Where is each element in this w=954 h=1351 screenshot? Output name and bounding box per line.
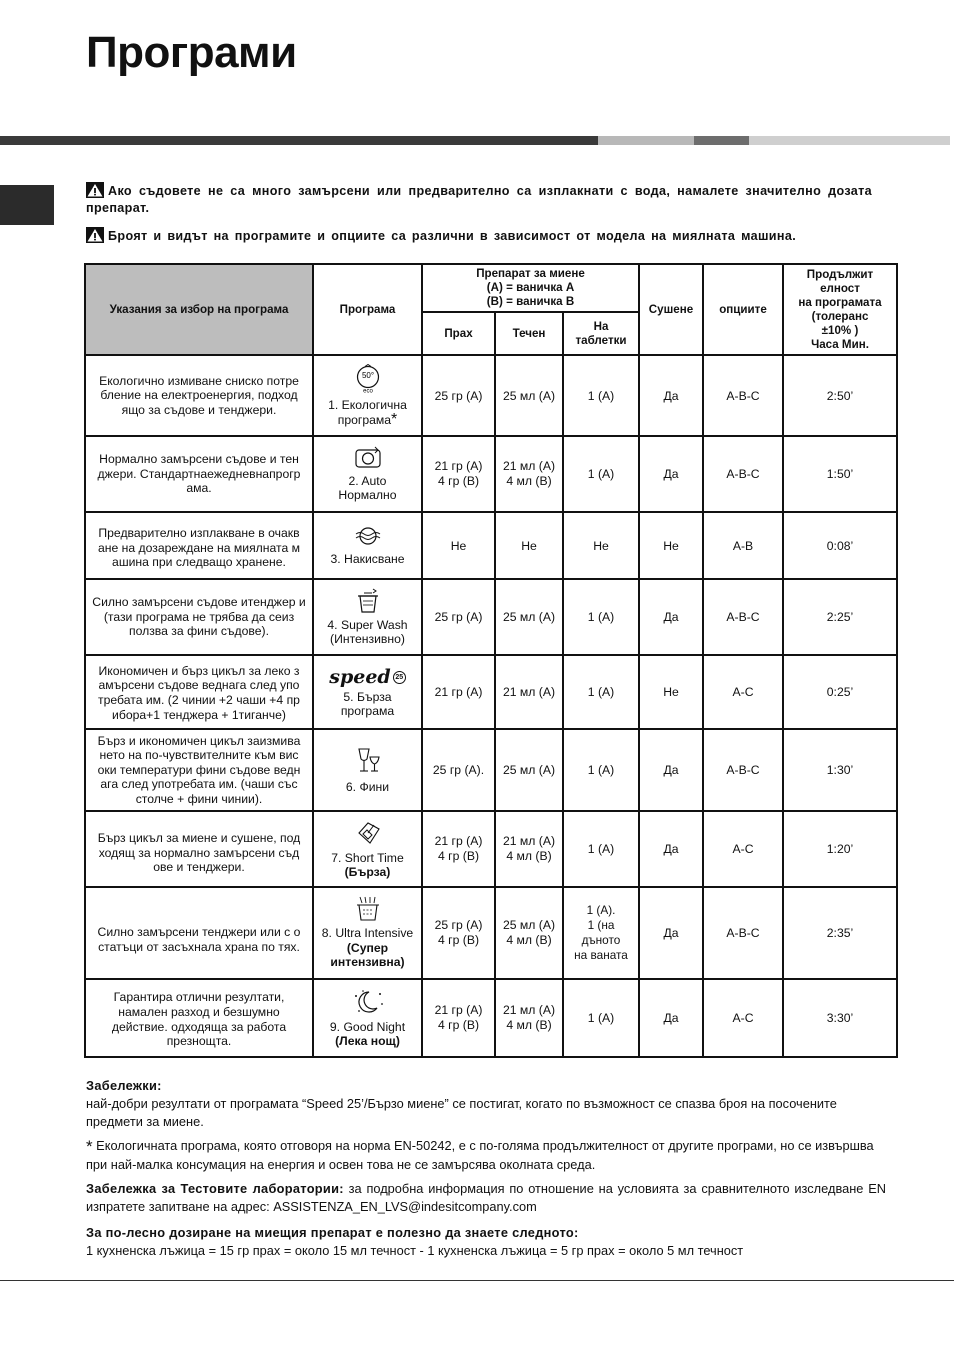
- header-rule-light: [598, 136, 694, 145]
- row-program: 9. Good Night (Лека нощ): [313, 979, 422, 1057]
- header-options: опциите: [703, 264, 783, 355]
- row-powder: 25 гр (A): [422, 579, 495, 655]
- table-row: [85, 579, 897, 655]
- notes-heading: Забележки:: [86, 1078, 162, 1093]
- row-program: 7. Short Time (Бърза): [313, 811, 422, 887]
- note-speed: най-добри резултати от програмата “Speed 25’/Бързо миене” се постигат, когато по възможност се спазва броя на посочените предмети за миене.: [86, 1096, 837, 1129]
- row-drying: Да: [639, 729, 703, 811]
- header-powder: Прах: [422, 312, 495, 355]
- row-tablets: 1 (A): [563, 979, 639, 1057]
- row-tablets: 1 (A): [563, 436, 639, 512]
- row-description: Предварително изплакване в очакв ане на дозареждане на миялната м ашина при следващо хранене.: [85, 512, 313, 579]
- warning-1-text: Ако съдовете не са много замърсени или предварително са изплакнати с вода, намалете значително дозата препарат.: [86, 184, 872, 215]
- row-tablets: 1 (A). 1 (на дъното на ваната: [563, 887, 639, 979]
- row-drying: Да: [639, 436, 703, 512]
- header-duration: Продължит елност на програмата (толеранс ±10% ) Часа Мин.: [783, 264, 897, 355]
- row-description: Бърз цикъл за миене и сушене, под ходящ за нормално замърсени съд ове и тенджери.: [85, 811, 313, 887]
- row-liquid: 25 мл (A): [495, 579, 563, 655]
- row-duration: 1:20’: [783, 811, 897, 887]
- eco-50-icon: [354, 364, 382, 394]
- header-liquid: Течен: [495, 312, 563, 355]
- row-powder: 21 гр (A): [422, 655, 495, 729]
- row-options: A-C: [703, 655, 783, 729]
- row-options: A-C: [703, 979, 783, 1057]
- row-program: 2. Auto Нормално: [313, 436, 422, 512]
- row-options: A-B-C: [703, 579, 783, 655]
- row-tablets: 1 (A): [563, 729, 639, 811]
- row-drying: Да: [639, 579, 703, 655]
- row-liquid: 25 мл (A) 4 мл (B): [495, 887, 563, 979]
- row-duration: 3:30’: [783, 979, 897, 1057]
- ultra-intensive-icon: [353, 896, 383, 922]
- row-description: Гарантира отлични резултати, намален разход и безшумно действие. одходяща за работа презнощта.: [85, 979, 313, 1057]
- row-options: A-B-C: [703, 887, 783, 979]
- warning-2: [86, 227, 872, 245]
- table-row: [85, 355, 897, 436]
- row-powder: Не: [422, 512, 495, 579]
- table-row: [85, 887, 897, 979]
- row-liquid: 25 мл (A): [495, 355, 563, 436]
- table-row: [85, 979, 897, 1057]
- header-drying: Сушене: [639, 264, 703, 355]
- row-liquid: 25 мл (A): [495, 729, 563, 811]
- warning-triangle-icon: [86, 227, 104, 243]
- row-description: Нормално замърсени съдове и тен джери. Стандартнаежедневнапрогр ама.: [85, 436, 313, 512]
- header-detergent: Препарат за миене (A) = ваничка A (B) = ваничка B: [422, 264, 639, 312]
- row-liquid: 21 мл (A) 4 мл (B): [495, 979, 563, 1057]
- soak-icon: [353, 524, 383, 548]
- row-drying: Да: [639, 355, 703, 436]
- header-tablets: На таблетки: [563, 312, 639, 355]
- header-rule-dark: [0, 136, 598, 145]
- row-program: 6. Фини: [313, 729, 422, 811]
- row-duration: 2:50’: [783, 355, 897, 436]
- page-title: Програми: [86, 28, 297, 77]
- glasses-icon: [353, 746, 383, 776]
- row-powder: 25 гр (A): [422, 355, 495, 436]
- notes-section: [86, 1077, 886, 1260]
- row-liquid: 21 мл (A): [495, 655, 563, 729]
- row-program: 3. Накисване: [313, 512, 422, 579]
- row-options: A-B-C: [703, 729, 783, 811]
- row-duration: 1:50’: [783, 436, 897, 512]
- row-drying: Не: [639, 512, 703, 579]
- note-dose-text: 1 кухненска лъжица = 15 гр прах = около 15 мл течност - 1 кухненска лъжица = 5 гр прах = около 5 мл течност: [86, 1243, 744, 1258]
- row-program: 8. Ultra Intensive (Супер интензивна): [313, 887, 422, 979]
- table-row: [85, 811, 897, 887]
- row-tablets: 1 (A): [563, 355, 639, 436]
- row-powder: 21 гр (A) 4 гр (B): [422, 811, 495, 887]
- row-powder: 21 гр (A) 4 гр (B): [422, 436, 495, 512]
- row-liquid: Не: [495, 512, 563, 579]
- row-powder: 25 гр (A) 4 гр (B): [422, 887, 495, 979]
- row-description: Силно замърсени тенджери или с о статъци от засъхнала храна по тях.: [85, 887, 313, 979]
- row-description: Икономичен и бърз цикъл за леко з амърсени съдове веднага след упо требата им. (2 чинии +2 чаши +4 пр ибора+1 тенджера + 1тиганче): [85, 655, 313, 729]
- row-drying: Не: [639, 655, 703, 729]
- row-options: A-B-C: [703, 355, 783, 436]
- note-eco: * Екологичната програма, която отговоря на норма EN-50242, е с по-голяма продължителност от другите програми, но се извършва при най-малка консумация на енергия и освен това не се замърсява околната среда.: [86, 1137, 874, 1172]
- table-row: [85, 436, 897, 512]
- speed-25-icon: speed 25: [317, 666, 418, 688]
- table-row: [85, 729, 897, 811]
- svg-text:50°: 50°: [361, 371, 374, 380]
- svg-text:eco: eco: [362, 388, 373, 394]
- warning-2-text: Броят и видът на програмите и опциите са различни в зависимост от модела на миялната машина.: [108, 229, 797, 243]
- row-program: 50° eco 1. Екологична програма*: [313, 355, 422, 436]
- row-description: Бърз и икономичен цикъл заизмива нето на по-чувствителните към вис оки температури фини съдове ведн ага след употребата им. (чаши със столче + фини чинии).: [85, 729, 313, 811]
- row-duration: 2:25’: [783, 579, 897, 655]
- row-tablets: Не: [563, 512, 639, 579]
- short-time-icon: [353, 819, 383, 847]
- row-duration: 2:35’: [783, 887, 897, 979]
- row-duration: 0:25’: [783, 655, 897, 729]
- footer-rule: [0, 1280, 954, 1281]
- row-powder: 21 гр (A) 4 гр (B): [422, 979, 495, 1057]
- row-liquid: 21 мл (A) 4 мл (B): [495, 436, 563, 512]
- row-options: A-B: [703, 512, 783, 579]
- row-options: A-B-C: [703, 436, 783, 512]
- row-liquid: 21 мл (A) 4 мл (B): [495, 811, 563, 887]
- warning-1: [86, 182, 872, 217]
- row-drying: Да: [639, 811, 703, 887]
- header-program: Програма: [313, 264, 422, 355]
- super-wash-icon: [353, 588, 383, 614]
- row-description: Екологично измиване сниско потре бление на електроенергия, подход ящо за съдове и тенджери.: [85, 355, 313, 436]
- header-rule-pale: [749, 136, 950, 145]
- header-rule-mid: [694, 136, 749, 145]
- good-night-icon: [351, 988, 385, 1016]
- row-tablets: 1 (A): [563, 655, 639, 729]
- row-duration: 0:08’: [783, 512, 897, 579]
- table-row: [85, 512, 897, 579]
- language-tab: [0, 185, 54, 225]
- note-dose-heading: За по-лесно дозиране на миещия препарат е полезно да знаете следното:: [86, 1225, 579, 1240]
- programs-table: [84, 263, 898, 1058]
- row-duration: 1:30’: [783, 729, 897, 811]
- row-description: Силно замърсени съдове итенджер и (тази програма не трябва да сеиз ползва за фини съдове).: [85, 579, 313, 655]
- table-row: [85, 655, 897, 729]
- row-tablets: 1 (A): [563, 811, 639, 887]
- warning-triangle-icon: [86, 182, 104, 198]
- auto-icon: [353, 446, 383, 470]
- row-powder: 25 гр (A).: [422, 729, 495, 811]
- header-guide: Указания за избор на програма: [85, 264, 313, 355]
- row-drying: Да: [639, 979, 703, 1057]
- row-tablets: 1 (A): [563, 579, 639, 655]
- note-labs: Забележка за Тестовите лаборатории: за подробна информация по отношение на условията за сравнителното изследване EN изпратете запитване на адрес: ASSISTENZA_EN_LVS@indesitcompany.com: [86, 1181, 886, 1214]
- row-drying: Да: [639, 887, 703, 979]
- row-program: 4. Super Wash (Интензивно): [313, 579, 422, 655]
- row-program: speed 25 5. Бърза програма: [313, 655, 422, 729]
- row-options: A-C: [703, 811, 783, 887]
